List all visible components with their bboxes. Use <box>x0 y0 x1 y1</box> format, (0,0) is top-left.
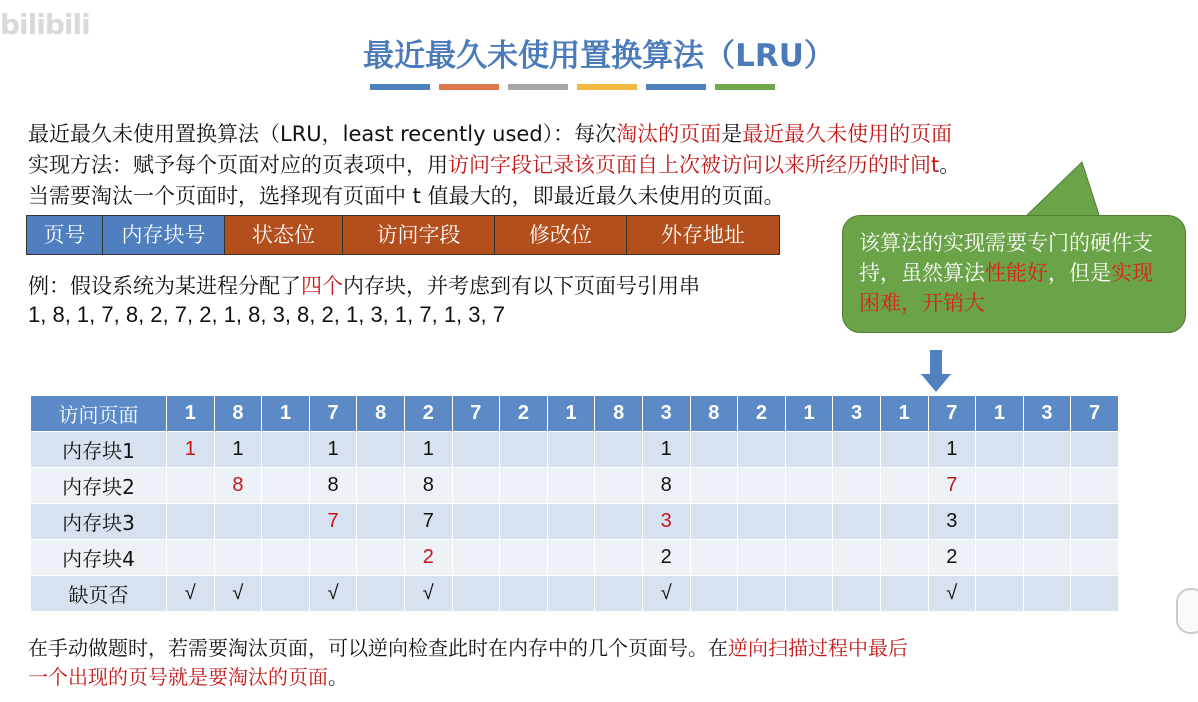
reference-string: 1, 8, 1, 7, 8, 2, 7, 2, 1, 8, 3, 8, 2, 1, 3, 1, 7, 1, 3, 7 <box>28 302 505 327</box>
table-cell <box>1071 432 1119 468</box>
title-bar-5 <box>646 84 706 90</box>
table-cell <box>880 576 928 612</box>
table-row <box>31 540 1119 576</box>
header-page-13: 2 <box>738 396 786 432</box>
table-cell: 8 <box>404 468 452 504</box>
table-cell: 3 <box>928 504 976 540</box>
table-header-row <box>31 396 1119 432</box>
header-page-8: 2 <box>500 396 548 432</box>
table-cell <box>833 468 881 504</box>
table-cell <box>357 540 405 576</box>
table-cell <box>880 540 928 576</box>
table-cell <box>738 432 786 468</box>
table-cell <box>976 468 1024 504</box>
table-cell: 1 <box>309 432 357 468</box>
title-bar-4 <box>577 84 637 90</box>
header-page-9: 1 <box>547 396 595 432</box>
footer-2-b: 一个出现的页号就是要淘汰的页面 <box>28 665 328 689</box>
header-page-5: 8 <box>357 396 405 432</box>
table-cell <box>738 468 786 504</box>
table-cell <box>785 540 833 576</box>
title-bar-2 <box>439 84 499 90</box>
table-row <box>31 468 1119 504</box>
callout-a: 该算法的实现需要专门的硬件支持，虽然算法 <box>859 231 1153 285</box>
table-cell <box>976 540 1024 576</box>
field-modified-bit: 修改位 <box>495 216 627 254</box>
row-label: 内存块3 <box>31 504 167 540</box>
header-label: 访问页面 <box>31 396 167 432</box>
table-cell <box>1023 504 1071 540</box>
table-cell <box>1023 468 1071 504</box>
table-cell <box>595 432 643 468</box>
page-table-entry-fields <box>26 215 780 255</box>
footer-2-c: 。 <box>328 665 348 689</box>
bilibili-watermark: bilibili <box>0 8 90 41</box>
table-cell <box>547 468 595 504</box>
table-cell <box>785 576 833 612</box>
callout-b: 性能好 <box>985 261 1048 285</box>
callout-note <box>842 215 1186 333</box>
header-page-16: 1 <box>880 396 928 432</box>
intro-line-2 <box>28 149 960 179</box>
table-cell: √ <box>214 576 262 612</box>
table-cell: 7 <box>309 504 357 540</box>
table-cell <box>500 576 548 612</box>
title-underline-bars <box>370 84 775 90</box>
table-cell <box>357 504 405 540</box>
table-cell: √ <box>167 576 215 612</box>
footer-line-2 <box>28 661 348 690</box>
table-cell <box>833 432 881 468</box>
table-cell: √ <box>309 576 357 612</box>
table-cell <box>738 540 786 576</box>
table-cell <box>880 468 928 504</box>
table-cell <box>595 468 643 504</box>
table-cell <box>738 576 786 612</box>
table-cell <box>262 540 310 576</box>
intro-line-1-d: 最近最久未使用的页面 <box>742 122 953 146</box>
title-bar-6 <box>715 84 775 90</box>
table-cell <box>452 504 500 540</box>
table-cell <box>357 468 405 504</box>
table-cell: 7 <box>404 504 452 540</box>
header-page-20: 7 <box>1071 396 1119 432</box>
footer-1-a: 在手动做题时，若需要淘汰页面，可以逆向检查此时在内存中的几个页面号。在 <box>28 636 728 660</box>
table-cell: 7 <box>928 468 976 504</box>
table-cell: 2 <box>404 540 452 576</box>
field-page-number: 页号 <box>27 216 103 254</box>
footer-1-b: 逆向扫描过程中最后 <box>728 636 908 660</box>
table-cell <box>262 468 310 504</box>
down-arrow-icon <box>921 350 951 392</box>
table-cell: 1 <box>404 432 452 468</box>
row-label: 缺页否 <box>31 576 167 612</box>
table-cell <box>976 576 1024 612</box>
table-cell <box>833 504 881 540</box>
header-page-1: 1 <box>167 396 215 432</box>
header-page-7: 7 <box>452 396 500 432</box>
table-cell <box>880 432 928 468</box>
table-cell <box>785 432 833 468</box>
table-cell <box>547 540 595 576</box>
table-cell <box>309 540 357 576</box>
table-cell <box>547 576 595 612</box>
callout-d: 实现困难，开销大 <box>859 261 1153 315</box>
header-page-3: 1 <box>262 396 310 432</box>
table-cell <box>785 504 833 540</box>
example-c: 内存块，并考虑到有以下页面号引用串 <box>343 274 700 298</box>
table-cell <box>833 576 881 612</box>
table-cell <box>976 504 1024 540</box>
example-a: 例：假设系统为某进程分配了 <box>28 274 301 298</box>
table-cell <box>1023 432 1071 468</box>
title-bar-3 <box>508 84 568 90</box>
table-cell <box>1071 576 1119 612</box>
table-cell <box>785 468 833 504</box>
header-page-10: 8 <box>595 396 643 432</box>
field-access-field: 访问字段 <box>343 216 495 254</box>
table-cell <box>880 504 928 540</box>
table-cell: √ <box>404 576 452 612</box>
table-cell: √ <box>642 576 690 612</box>
field-frame-number: 内存块号 <box>103 216 225 254</box>
header-page-17: 7 <box>928 396 976 432</box>
table-cell <box>167 468 215 504</box>
header-page-15: 3 <box>833 396 881 432</box>
intro-line-1-b: 淘汰的页面 <box>616 122 722 146</box>
table-cell <box>833 540 881 576</box>
intro-line-3: 当需要淘汰一个页面时，选择现有页面中 t 值最大的，即最近最久未使用的页面。 <box>28 184 785 208</box>
table-cell <box>738 504 786 540</box>
table-cell <box>500 504 548 540</box>
table-cell <box>167 504 215 540</box>
intro-line-1-a: 最近最久未使用置换算法（LRU，least recently used）：每次 <box>28 122 617 146</box>
table-cell <box>500 432 548 468</box>
header-page-19: 3 <box>1023 396 1071 432</box>
table-cell: 8 <box>214 468 262 504</box>
row-label: 内存块1 <box>31 432 167 468</box>
table-cell <box>690 468 738 504</box>
table-cell <box>262 504 310 540</box>
table-cell <box>595 504 643 540</box>
table-cell <box>547 504 595 540</box>
table-cell <box>1023 540 1071 576</box>
table-cell <box>1023 576 1071 612</box>
header-page-6: 2 <box>404 396 452 432</box>
table-cell <box>1071 504 1119 540</box>
row-label: 内存块2 <box>31 468 167 504</box>
callout-c: ，但是 <box>1048 261 1111 285</box>
row-label: 内存块4 <box>31 540 167 576</box>
table-cell: 1 <box>214 432 262 468</box>
table-row <box>31 576 1119 612</box>
table-cell: √ <box>928 576 976 612</box>
table-cell: 1 <box>928 432 976 468</box>
table-cell: 2 <box>642 540 690 576</box>
table-cell: 8 <box>642 468 690 504</box>
table-cell: 1 <box>642 432 690 468</box>
intro-line-2-b: 访问字段记录该页面自上次被访问以来所经历的时间t <box>448 153 940 177</box>
table-cell <box>547 432 595 468</box>
table-cell <box>976 432 1024 468</box>
table-cell <box>452 432 500 468</box>
table-cell: 8 <box>309 468 357 504</box>
field-status-bit: 状态位 <box>225 216 343 254</box>
table-cell: 1 <box>167 432 215 468</box>
table-cell <box>1071 540 1119 576</box>
table-cell <box>690 504 738 540</box>
intro-line-1 <box>28 118 952 148</box>
table-cell <box>690 432 738 468</box>
header-page-14: 1 <box>785 396 833 432</box>
table-cell: 2 <box>928 540 976 576</box>
field-external-address: 外存地址 <box>627 216 779 254</box>
example-line <box>28 270 700 300</box>
table-cell: 3 <box>642 504 690 540</box>
table-cell <box>595 576 643 612</box>
table-cell <box>500 540 548 576</box>
table-cell <box>214 504 262 540</box>
table-cell <box>690 576 738 612</box>
table-cell <box>1071 468 1119 504</box>
intro-line-2-c: 。 <box>939 153 961 177</box>
table-cell <box>262 432 310 468</box>
table-cell <box>214 540 262 576</box>
table-body <box>31 432 1119 612</box>
header-page-2: 8 <box>214 396 262 432</box>
table-cell <box>167 540 215 576</box>
example-b: 四个 <box>301 274 343 298</box>
table-row <box>31 432 1119 468</box>
header-page-12: 8 <box>690 396 738 432</box>
table-cell <box>357 576 405 612</box>
table-cell <box>595 540 643 576</box>
table-cell <box>452 576 500 612</box>
table-cell <box>452 468 500 504</box>
header-page-4: 7 <box>309 396 357 432</box>
table-cell <box>500 468 548 504</box>
table-row <box>31 504 1119 540</box>
table-cell <box>690 540 738 576</box>
intro-line-2-a: 实现方法：赋予每个页面对应的页表项中，用 <box>28 153 448 177</box>
header-page-18: 1 <box>976 396 1024 432</box>
lru-replacement-table <box>30 395 1119 612</box>
callout-tail-shape <box>1022 160 1102 220</box>
title-bar-1 <box>370 84 430 90</box>
footer-line-1 <box>28 632 908 661</box>
intro-line-1-c: 是 <box>721 122 743 146</box>
scroll-handle[interactable] <box>1176 588 1198 634</box>
slide-title: 最近最久未使用置换算法（LRU） <box>363 38 835 74</box>
header-page-11: 3 <box>642 396 690 432</box>
table-cell <box>357 432 405 468</box>
table-cell <box>262 576 310 612</box>
table-cell <box>452 540 500 576</box>
